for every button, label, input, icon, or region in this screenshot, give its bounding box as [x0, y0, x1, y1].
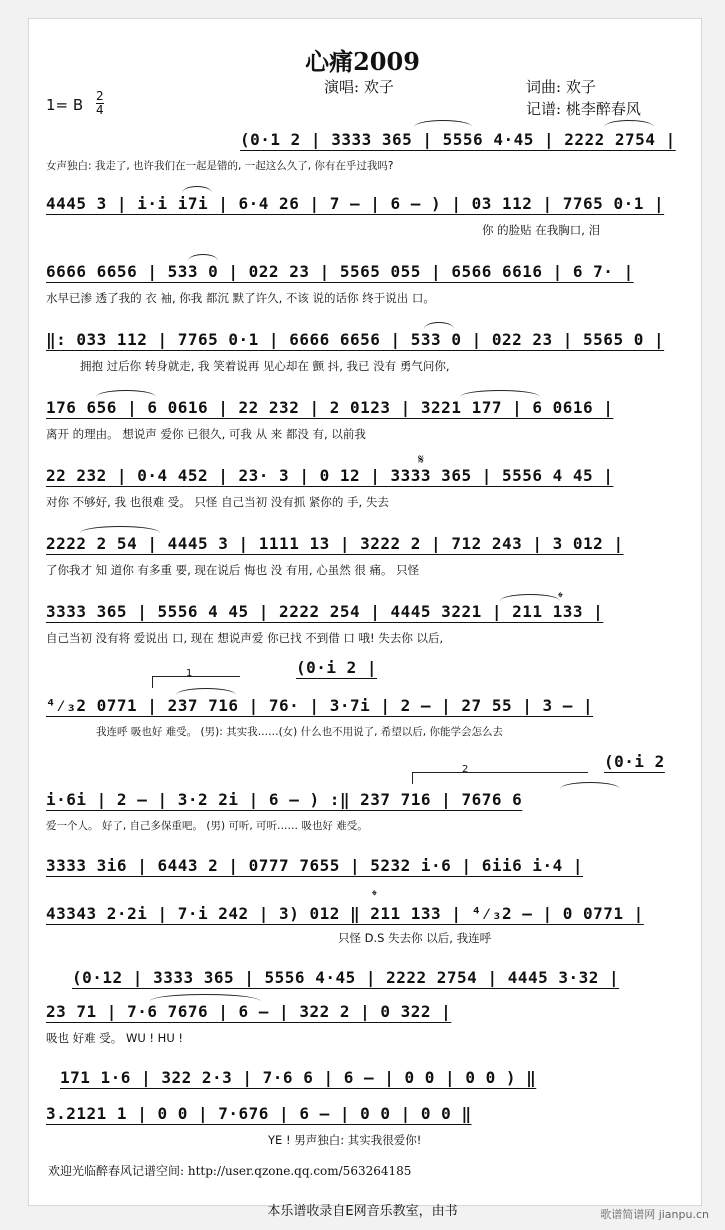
lyric-line: 离开 的理由。 想说声 爱你 已很久, 可我 从 来 都没 有, 以前我 — [46, 427, 366, 441]
lyric-line: 自己当初 没有将 爱说出 口, 现在 想说声爱 你已找 不到借 口 哦! 失去你 以后, — [46, 631, 444, 645]
composer-credit: 词曲: 欢子 — [526, 78, 596, 96]
notation-line: 3333 3i6 | 6443 2 | 0777 7655 | 5232 i·6 | 6ii6 i·4 | — [46, 856, 584, 875]
volta-1-line — [152, 676, 240, 677]
slur-arc — [150, 994, 260, 1001]
notation-line: 23 71 | 7·6 7676 | 6 – | 322 2 | 0 322 | — [46, 1002, 452, 1021]
slur-arc — [176, 688, 236, 695]
slur-arc — [182, 186, 212, 193]
slur-arc — [414, 120, 472, 127]
time-signature-bottom: 4 — [96, 103, 104, 117]
lyric-line: 我连呼 吸也好 难受。 (男): 其实我……(女) 什么也不用说了, 希望以后, 你能学会怎么去 — [96, 726, 503, 738]
key-signature: 1= B — [46, 96, 84, 114]
notation-line: 22 232 | 0·4 452 | 23· 3 | 0 12 | 3333 365 | 5556 4 45 | — [46, 466, 614, 485]
notation-line: (0·1 2 | 3333 365 | 5556 4·45 | 2222 2754 | — [240, 130, 676, 149]
lyric-line: 吸也 好难 受。 WU ! HU ! — [46, 1031, 184, 1045]
lyric-line: 对你 不够好, 我 也很难 受。 只怪 自己当初 没有抓 紧你的 手, 失去 — [46, 495, 389, 509]
segno-icon: 𝄋 — [418, 452, 425, 468]
lyric-line: 水早已渗 透了我的 衣 袖, 你我 都沉 默了许久, 不该 说的话你 终于说出 口。 — [46, 291, 435, 305]
slur-arc — [424, 322, 454, 329]
lyric-line: 你 的脸贴 在我胸口, 泪 — [482, 223, 601, 237]
slur-arc — [460, 390, 540, 397]
volta-1-tick — [152, 676, 153, 688]
lyric-line: 了你我才 知 道你 有多重 要, 现在说后 悔也 没 有用, 心虽然 很 痛。 只怪 — [46, 563, 420, 577]
volta-1-number: 1 — [186, 668, 193, 679]
lyric-line: YE ! 男声独白: 其实我很爱你! — [268, 1133, 422, 1147]
notation-line: (0·12 | 3333 365 | 5556 4·45 | 2222 2754 | 4445 3·32 | — [72, 968, 620, 987]
notation-line: 4445 3 | i·i i7i | 6·4 26 | 7 – | 6 – ) | 03 112 | 7765 0·1 | — [46, 194, 665, 213]
transcriber-credit: 记谱: 桃李醉春风 — [526, 100, 641, 118]
lyric-line: 爱一个人。 好了, 自己多保重吧。 (男) 可听, 可听…… 吸也好 难受。 — [46, 820, 368, 832]
notation-line: 6666 6656 | 533 0 | 022 23 | 5565 055 | 6566 6616 | 6 7· | — [46, 262, 634, 281]
volta-2-number: 2 — [462, 764, 469, 775]
volta-2-line — [412, 772, 588, 773]
notation-line: 171 1·6 | 322 2·3 | 7·6 6 | 6 – | 0 0 | 0 0 ) ‖ — [60, 1068, 537, 1087]
lyric-line: 拥抱 过后你 转身就走, 我 笑着说再 见心却在 颤 抖, 我已 没有 勇气问你, — [80, 359, 450, 373]
notation-line: (0·i 2 | — [296, 658, 378, 677]
time-signature-top: 2 — [96, 89, 104, 103]
slur-arc — [604, 120, 654, 127]
notation-line: 2222 2 54 | 4445 3 | 1111 13 | 3222 2 | 712 243 | 3 012 | — [46, 534, 624, 553]
page-title: 心痛2009 — [305, 47, 420, 76]
coda-icon-2: 𝄌 — [372, 888, 377, 904]
lyric-line: 女声独白: 我走了, 也许我们在一起是错的, 一起这么久了, 你有在乎过我吗? — [46, 160, 394, 172]
watermark: 歌谱简谱网 jianpu.cn — [600, 1208, 709, 1221]
slur-arc — [80, 526, 160, 533]
slur-arc — [96, 390, 156, 397]
notation-line: i·6i | 2 – | 3·2 2i | 6 – ) :‖ 237 716 | 7676 6 — [46, 790, 523, 809]
notation-line: ⁴⁄₃2 0771 | 237 716 | 76· | 3·7i | 2 – | 27 55 | 3 – | — [46, 696, 594, 715]
singer-credit: 演唱: 欢子 — [324, 78, 394, 96]
notation-line: (0·i 2 — [604, 752, 665, 771]
notation-line: 3333 365 | 5556 4 45 | 2222 254 | 4445 3221 | 211 133 | — [46, 602, 604, 621]
slur-arc — [560, 782, 620, 789]
slur-arc — [500, 594, 560, 601]
slur-arc — [188, 254, 218, 261]
volta-2-tick — [412, 772, 413, 784]
time-signature — [96, 90, 104, 117]
notation-line: 3.2121 1 | 0 0 | 7·676 | 6 – | 0 0 | 0 0 ‖ — [46, 1104, 472, 1123]
notation-line: 176 656 | 6 0616 | 22 232 | 2 0123 | 3221 177 | 6 0616 | — [46, 398, 614, 417]
notation-line: ‖: 033 112 | 7765 0·1 | 6666 6656 | 533 0 | 022 23 | 5565 0 | — [46, 330, 665, 349]
lyric-line: 只怪 D.S 失去你 以后, 我连呼 — [338, 931, 492, 945]
notation-line: 43343 2·2i | 7·i 242 | 3) 012 ‖ 211 133 | ⁴⁄₃2 – | 0 0771 | — [46, 904, 644, 923]
coda-icon: 𝄌 — [558, 590, 563, 606]
footer-credit: 欢迎光临醉春风记谱空间: http://user.qzone.qq.com/563264185 — [48, 1164, 412, 1178]
source-note: 本乐谱收录自E网音乐教室，由书 — [267, 1204, 458, 1219]
